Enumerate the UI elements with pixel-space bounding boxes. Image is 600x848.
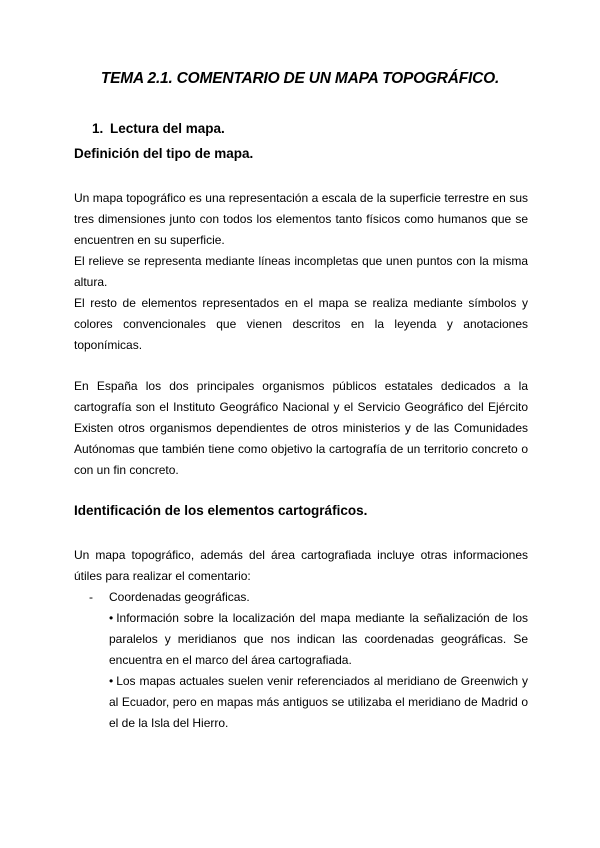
section-label: Lectura del mapa.	[110, 121, 225, 136]
bullet-text: Información sobre la localización del mapa mediante la señalización de los paralelos y meridianos que nos indican las coordenadas geográficas. Se encuentra en el marco del área cartografiada.	[109, 611, 528, 667]
identification-intro: Un mapa topográfico, además del área cartografiada incluye otras informaciones útiles para realizar el comentario:	[74, 548, 528, 583]
section-heading	[92, 121, 225, 136]
document-title: TEMA 2.1. COMENTARIO DE UN MAPA TOPOGRÁFICO.	[100, 70, 500, 87]
symbols-paragraph: El resto de elementos representados en el mapa se realiza mediante símbolos y colores convencionales que vienen descritos en la leyenda y anotaciones toponímicas.	[74, 296, 528, 352]
organisms-paragraph: En España los dos principales organismos públicos estatales dedicados a la cartografía son el Instituto Geográfico Nacional y el Servicio Geográfico del Ejército Existen otros organismos dependientes de otros ministerios y de las Comunidades Autónomas que también tiene como objetivo la cartografía de un territorio concreto o con un fin concreto.	[74, 379, 528, 477]
heading-identification: Identificación de los elementos cartográficos.	[74, 503, 368, 518]
bullet-text: Los mapas actuales suelen venir referenciados al meridiano de Greenwich y al Ecuador, pero en mapas más antiguos se utilizaba el meridiano de Madrid o el de la Isla del Hierro.	[109, 674, 528, 730]
definition-paragraph: Un mapa topográfico es una representación a escala de la superficie terrestre en sus tres dimensiones junto con todos los elementos tanto físicos como humanos que se encuentren en su superficie.	[74, 191, 528, 247]
dash-marker: -	[89, 590, 93, 604]
relief-paragraph: El relieve se representa mediante líneas incompletas que unen puntos con la misma altura.	[74, 254, 528, 289]
list-item	[89, 587, 250, 608]
heading-definition: Definición del tipo de mapa.	[74, 146, 254, 161]
list-item-label: Coordenadas geográficas.	[109, 590, 250, 604]
bullet-marker: •	[109, 674, 114, 688]
bullet-marker: •	[109, 611, 114, 625]
section-number: 1.	[92, 121, 104, 136]
bullet-item	[109, 608, 528, 671]
bullet-item	[109, 671, 528, 734]
